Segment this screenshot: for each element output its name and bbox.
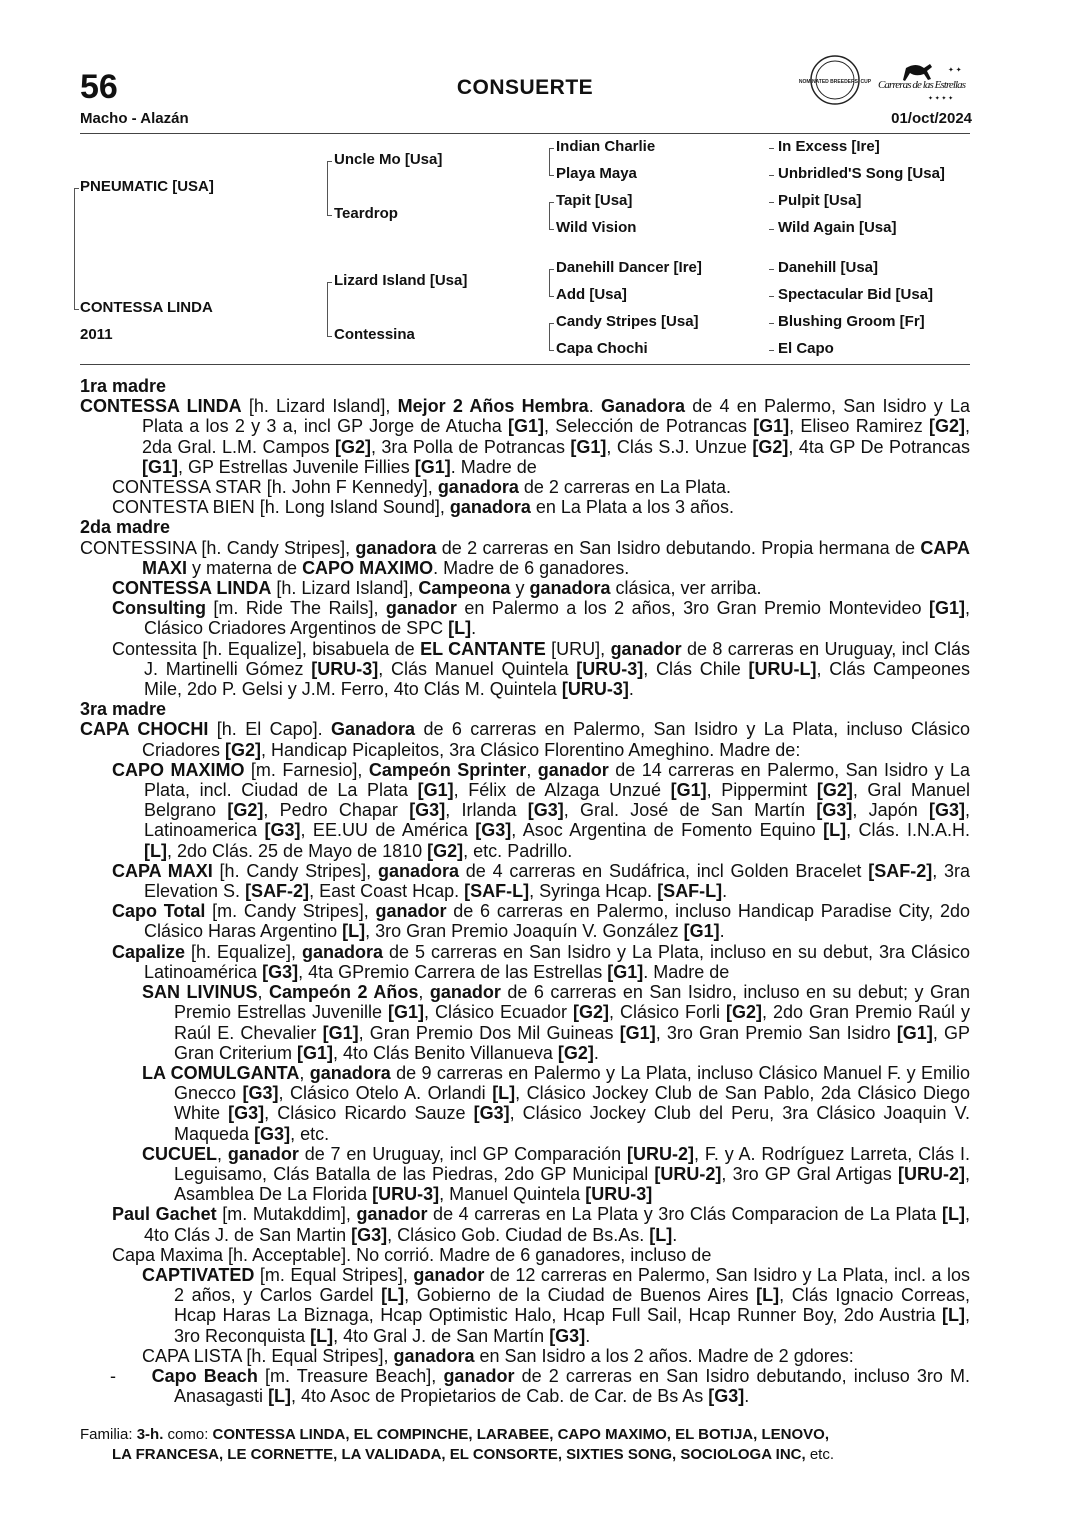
produce-consulting: Consulting [m. Ride The Rails], ganador en Palermo a los 2 años, 3ro Gran Premio Montevideo [G1], Clásico Criadores Argentinos de SPC [L]. bbox=[112, 598, 970, 639]
produce-capa-maxima: Capa Maxima [h. Acceptable]. No corrió. Madre de 6 ganadores, incluso de bbox=[112, 1244, 712, 1265]
produce-capo-beach: - Capo Beach [m. Treasure Beach], ganador de 2 carreras en San Isidro debutando, incluso 3ro M. Anasagasti [L], 4to Asoc de Propietarios de Cab. de Car. de Bs As [G3]. bbox=[110, 1365, 971, 1407]
pedigree-rule bbox=[80, 364, 970, 365]
first-dam-heading: 1ra madre bbox=[80, 376, 167, 396]
produce-capo-total: Capo Total [m. Candy Stripes], ganador de 6 carreras en Palermo, incluso Handicap Paradise City, 2do Clásico Haras Argentino [L], 3ro Gran Premio Joaquín V. González [G1]. bbox=[112, 901, 970, 942]
sire-sire: Uncle Mo [Usa] bbox=[334, 151, 443, 168]
sex-coat: Macho - Alazán bbox=[80, 110, 189, 127]
produce-paul-gachet: Paul Gachet [m. Mutakddim], ganador de 4 carreras en La Plata y 3ro Clás Comparacion de La Plata [L], 4to Clás J. de San Martin [G3], Clásico Gob. Ciudad de Bs.As. [L]. bbox=[112, 1204, 970, 1245]
header-rule bbox=[80, 133, 970, 134]
g4-8: El Capo bbox=[778, 340, 834, 357]
dam-dam: Contessina bbox=[334, 326, 415, 343]
dam: CONTESSA LINDA bbox=[80, 299, 213, 316]
g3-3: Tapit [Usa] bbox=[556, 192, 633, 209]
third-dam-heading: 3ra madre bbox=[80, 699, 167, 720]
produce-capalize: Capalize [h. Equalize], ganadora de 5 carreras en San Isidro y La Plata, incluso en su debut, 3ra Clásico Latinoamérica [G3], 4ta GPremio Carrera de las Estrellas [G1]. Madre de bbox=[112, 941, 970, 982]
sire: PNEUMATIC [USA] bbox=[80, 178, 214, 195]
g4-4: Wild Again [Usa] bbox=[778, 219, 897, 236]
g3-5: Danehill Dancer [Ire] bbox=[556, 259, 702, 276]
carreras-estrellas-logo bbox=[798, 52, 970, 110]
produce-san-livinus: SAN LIVINUS, Campeón 2 Años, ganador de 6 carreras en San Isidro, incluso en su debut; y Gran Premio Estrellas Juvenille [G1], Clásico Ecuador [G2], Clásico Forli [G2], 2do Gran Premio Raúl y Raúl E. Chevalier [G1], Gran Premio Dos Mil Guineas [G1], 3ro Gran Premio San Isidro [G1], GP Gran Criterium [G1], 4to Clás Benito Villanueva [G2]. bbox=[142, 982, 971, 1063]
second-dam-heading: 2da madre bbox=[80, 517, 171, 538]
produce-contessa-star: CONTESSA STAR [h. John F Kennedy], ganadora de 2 carreras en La Plata. bbox=[112, 477, 731, 498]
sire-dam: Teardrop bbox=[334, 205, 398, 222]
produce-capa-maxi: CAPA MAXI [h. Candy Stripes], ganadora de 4 carreras en Sudáfrica, incl Golden Bracelet [SAF-2], 3ra Elevation S. [SAF-2], East Coast Hcap. [SAF-L], Syringa Hcap. [SAF-L]. bbox=[112, 860, 970, 902]
lot-number: 56 bbox=[80, 68, 118, 106]
g3-4: Wild Vision bbox=[556, 219, 637, 236]
g3-7: Candy Stripes [Usa] bbox=[556, 313, 699, 330]
produce-capa-lista: CAPA LISTA [h. Equal Stripes], ganadora en San Isidro a los 2 años. Madre de 2 gdores: bbox=[142, 1345, 854, 1366]
third-dam-text: CAPA CHOCHI [h. El Capo]. Ganadora de 6 carreras en Palermo, San Isidro y La Plata, incluso Clásico Criadores [G2], Handicap Picapleitos, 3ra Clásico Florentino Ameghino. Madre de: bbox=[80, 719, 970, 760]
family-line-1: Familia: 3-h. como: CONTESSA LINDA, EL COMPINCHE, LARABEE, CAPO MAXIMO, EL BOTIJA, LENOVO, bbox=[80, 1426, 829, 1443]
badge-text: NOMINATED BREEDERS' CUP bbox=[798, 79, 872, 85]
catalog-date: 01/oct/2024 bbox=[891, 110, 972, 127]
g4-3: Pulpit [Usa] bbox=[778, 192, 862, 209]
svg-text:✦ ✦: ✦ ✦ bbox=[948, 67, 962, 74]
g4-2: Unbridled'S Song [Usa] bbox=[778, 165, 945, 182]
produce-record bbox=[80, 376, 970, 1406]
g3-2: Playa Maya bbox=[556, 165, 637, 182]
svg-text:✦ ✦ ✦ ✦: ✦ ✦ ✦ ✦ bbox=[928, 96, 954, 102]
first-dam-text: CONTESSA LINDA [h. Lizard Island], Mejor 2 Años Hembra. Ganadora de 4 en Palermo, San Isidro y La Plata a los 2 y 3 a, incl GP Jorge de Atucha [G1], Selección de Potrancas [G1], Eliseo Ramirez [G2], 2da Gral. L.M. Campos [G2], 3ra Polla de Potrancas [G1], Clás S.J. Unzue [G2], 4ta GP De Potrancas [G1], GP Estrellas Juvenile Fillies [G1]. Madre de bbox=[80, 396, 970, 477]
produce-cucuel: CUCUEL, ganador de 7 en Uruguay, incl GP Comparación [URU-2], F. y A. Rodríguez Larreta, Clás I. Leguisamo, Clás Batalla de las Piedras, 2do GP Municipal [URU-2], 3ro GP Gral Artigas [URU-2], Asamblea De La Florida [URU-3], Manuel Quintela [URU-3] bbox=[142, 1143, 970, 1205]
family-footer bbox=[80, 1425, 970, 1465]
family-line-2: LA FRANCESA, LE CORNETTE, LA VALIDADA, EL CONSORTE, SIXTIES SONG, SOCIOLOGA INC, etc. bbox=[112, 1446, 835, 1463]
g3-1: Indian Charlie bbox=[556, 138, 656, 155]
produce-captivated: CAPTIVATED [m. Equal Stripes], ganador de 12 carreras en Palermo, San Isidro y La Plata, incl. a los 2 años, y Carlos Gardel [L], Gobierno de la Ciudad de Buenos Aires [L], Clás Ignacio Correas, Hcap Haras La Biznaga, Hcap Optimistic Halo, Hcap Full Sail, Hcap Runner Boy, 2do Austria [L], 3ro Reconquista [L], 4to Gral J. de San Martín [G3]. bbox=[142, 1264, 971, 1346]
second-dam-text: CONTESSINA [h. Candy Stripes], ganadora de 2 carreras en San Isidro debutando. Propia hermana de CAPA MAXI y materna de CAPO MAXIMO. Madre de 6 ganadores. bbox=[80, 537, 970, 578]
g3-6: Add [Usa] bbox=[556, 286, 627, 303]
horse-name: CONSUERTE bbox=[456, 76, 594, 99]
produce-capo-maximo: CAPO MAXIMO [m. Farnesio], Campeón Sprinter, ganador de 14 carreras en Palermo, San Isidro y La Plata, incl. Ciudad de La Plata [G1], Félix de Alzaga Unzué [G1], Pippermint [G2], Gral Manuel Belgrano [G2], Pedro Chapar [G3], Irlanda [G3], Gral. José de San Martín [G3], Japón [G3], Latinoamerica [G3], EE.UU de América [G3], Asoc Argentina de Fomento Equino [L], Clás. I.N.A.H. [L], 2do Clás. 25 de Mayo de 1810 [G2], etc. Padrillo. bbox=[112, 759, 971, 861]
produce-contessita: Contessita [h. Equalize], bisabuela de EL CANTANTE [URU], ganador de 8 carreras en Uruguay, incl Clás J. Martinelli Gómez [URU-3], Clás Manuel Quintela [URU-3], Clás Chile [URU-L], Clás Campeones Mile, 2do P. Gelsi y J.M. Ferro, 4to Clás M. Quintela [URU-3]. bbox=[112, 638, 970, 700]
g4-1: In Excess [Ire] bbox=[778, 138, 880, 155]
g4-7: Blushing Groom [Fr] bbox=[778, 313, 925, 330]
produce-la-comulganta: LA COMULGANTA, ganadora de 9 carreras en Palermo y La Plata, incluso Clásico Manuel F. y Emilio Gnecco [G3], Clásico Otelo A. Orlandi [L], Clásico Jockey Club de San Pablo, 2da Clásico Diego White [G3], Clásico Ricardo Sauze [G3], Clásico Jockey Club del Peru, 3ra Clásico Joaquin V. Maqueda [G3], etc. bbox=[142, 1062, 970, 1144]
g3-8: Capa Chochi bbox=[556, 340, 648, 357]
dam-sire: Lizard Island [Usa] bbox=[334, 272, 468, 289]
produce-contessa-linda: CONTESSA LINDA [h. Lizard Island], Campeona y ganadora clásica, ver arriba. bbox=[112, 578, 762, 599]
g4-5: Danehill [Usa] bbox=[778, 259, 879, 276]
dam-year: 2011 bbox=[80, 326, 113, 343]
produce-contesta-bien: CONTESTA BIEN [h. Long Island Sound], ganadora en La Plata a los 3 años. bbox=[112, 497, 735, 518]
logo-text: Carreras de las Estrellas bbox=[878, 79, 966, 91]
g4-6: Spectacular Bid [Usa] bbox=[778, 286, 934, 303]
